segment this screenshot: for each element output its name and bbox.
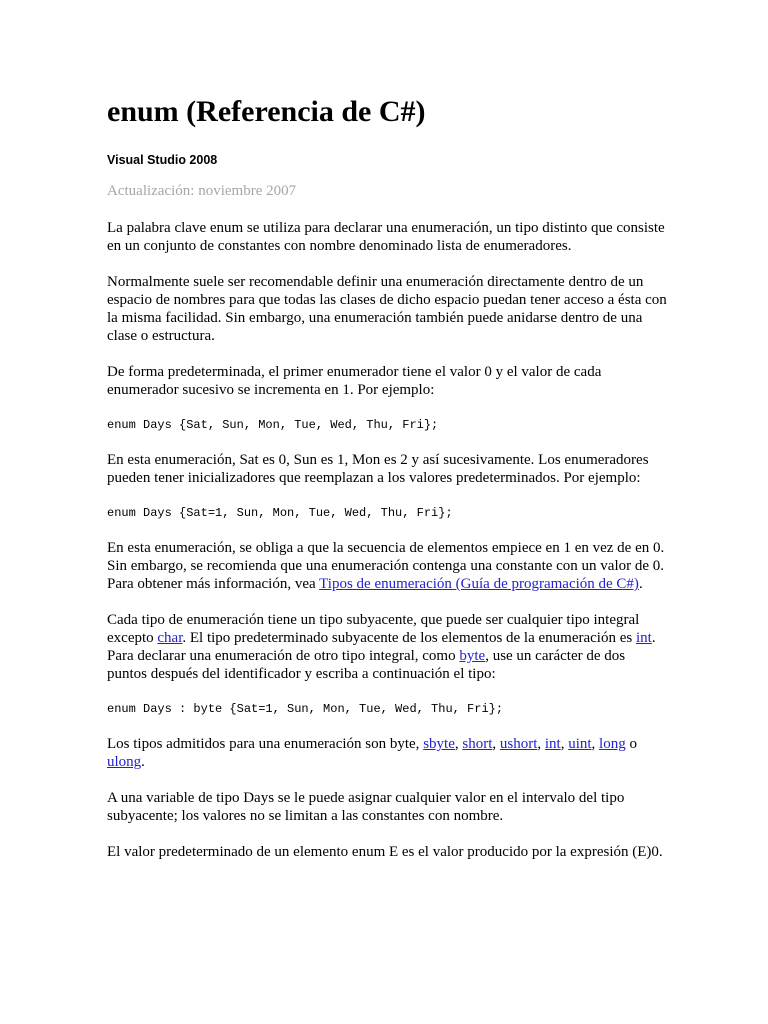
code-example-3: enum Days : byte {Sat=1, Sun, Mon, Tue, Wed, Thu, Fri}; <box>107 702 504 716</box>
underlying-text-4: , use un carácter de dos puntos después del identificador y escriba a continuación el tipo: <box>107 648 626 682</box>
separator: , <box>492 736 500 752</box>
separator-or: o <box>625 736 637 752</box>
paragraph-default-element: El valor predeterminado de un elemento enum E es el valor producido por la expresión (E)0. <box>107 844 663 860</box>
link-enum-types[interactable]: Tipos de enumeración (Guía de programación de C#) <box>319 576 639 592</box>
paragraph-supported-types <box>107 735 667 771</box>
link-char[interactable]: char <box>157 630 183 646</box>
link-byte[interactable]: byte <box>459 648 486 664</box>
underlying-text-1: Cada tipo de enumeración tiene un tipo subyacente, que puede ser cualquier tipo integral excepto <box>107 612 640 646</box>
product-label: Visual Studio 2008 <box>107 153 218 167</box>
page-title: enum (Referencia de C#) <box>107 95 426 128</box>
paragraph-intro: La palabra clave enum se utiliza para declarar una enumeración, un tipo distinto que consiste en un conjunto de constantes con nombre denominado lista de enumeradores. <box>107 220 665 254</box>
link-ushort[interactable]: ushort <box>499 736 538 752</box>
paragraph-default-values: De forma predeterminada, el primer enumerador tiene el valor 0 y el valor de cada enumerador sucesivo se incrementa en 1. Por ejemplo: <box>107 364 602 398</box>
separator: , <box>591 736 600 752</box>
separator: , <box>537 736 545 752</box>
paragraph-namespace: Normalmente suele ser recomendable definir una enumeración directamente dentro de un espacio de nombres para que todas las clases de dicho espacio puedan tener acceso a ésta con la misma facilidad. Sin embargo, una enumeración también puede anidarse dentro de una clase o estructura. <box>107 274 667 344</box>
link-int[interactable]: int <box>635 630 652 646</box>
code-example-1: enum Days {Sat, Sun, Mon, Tue, Wed, Thu, Fri}; <box>107 418 439 432</box>
link-long[interactable]: long <box>599 736 626 752</box>
paragraph-underlying-type <box>107 611 667 683</box>
link-int-2[interactable]: int <box>544 736 561 752</box>
separator: , <box>454 736 463 752</box>
paragraph-initializers: En esta enumeración, Sat es 0, Sun es 1, Mon es 2 y así sucesivamente. Los enumeradores pueden tener inicializadores que reemplazan a los valores predeterminados. Por ejemplo: <box>107 452 649 486</box>
paragraph-sequence-end: . <box>638 576 643 592</box>
paragraph-variable-values: A una variable de tipo Days se le puede asignar cualquier valor en el intervalo del tipo subyacente; los valores no se limitan a las constantes con nombre. <box>107 790 625 824</box>
paragraph-sequence <box>107 539 667 593</box>
supported-types-text: Los tipos admitidos para una enumeración son byte, <box>107 736 424 752</box>
underlying-text-3: . Para declarar una enumeración de otro tipo integral, como <box>107 630 656 664</box>
link-uint[interactable]: uint <box>568 736 592 752</box>
link-sbyte[interactable]: sbyte <box>423 736 455 752</box>
code-example-2: enum Days {Sat=1, Sun, Mon, Tue, Wed, Thu, Fri}; <box>107 506 453 520</box>
update-date: Actualización: noviembre 2007 <box>107 183 297 199</box>
link-short[interactable]: short <box>462 736 493 752</box>
underlying-text-2: . El tipo predeterminado subyacente de los elementos de la enumeración es <box>182 630 636 646</box>
paragraph-sequence-text: En esta enumeración, se obliga a que la secuencia de elementos empiece en 1 en vez de en 0. Sin embargo, se recomienda que una enumeración contenga una constante con un valor de 0. Para obtener más información, vea <box>107 540 665 592</box>
document-content <box>107 94 667 861</box>
supported-types-end: . <box>141 754 145 770</box>
link-ulong[interactable]: ulong <box>107 754 142 770</box>
separator: , <box>560 736 569 752</box>
